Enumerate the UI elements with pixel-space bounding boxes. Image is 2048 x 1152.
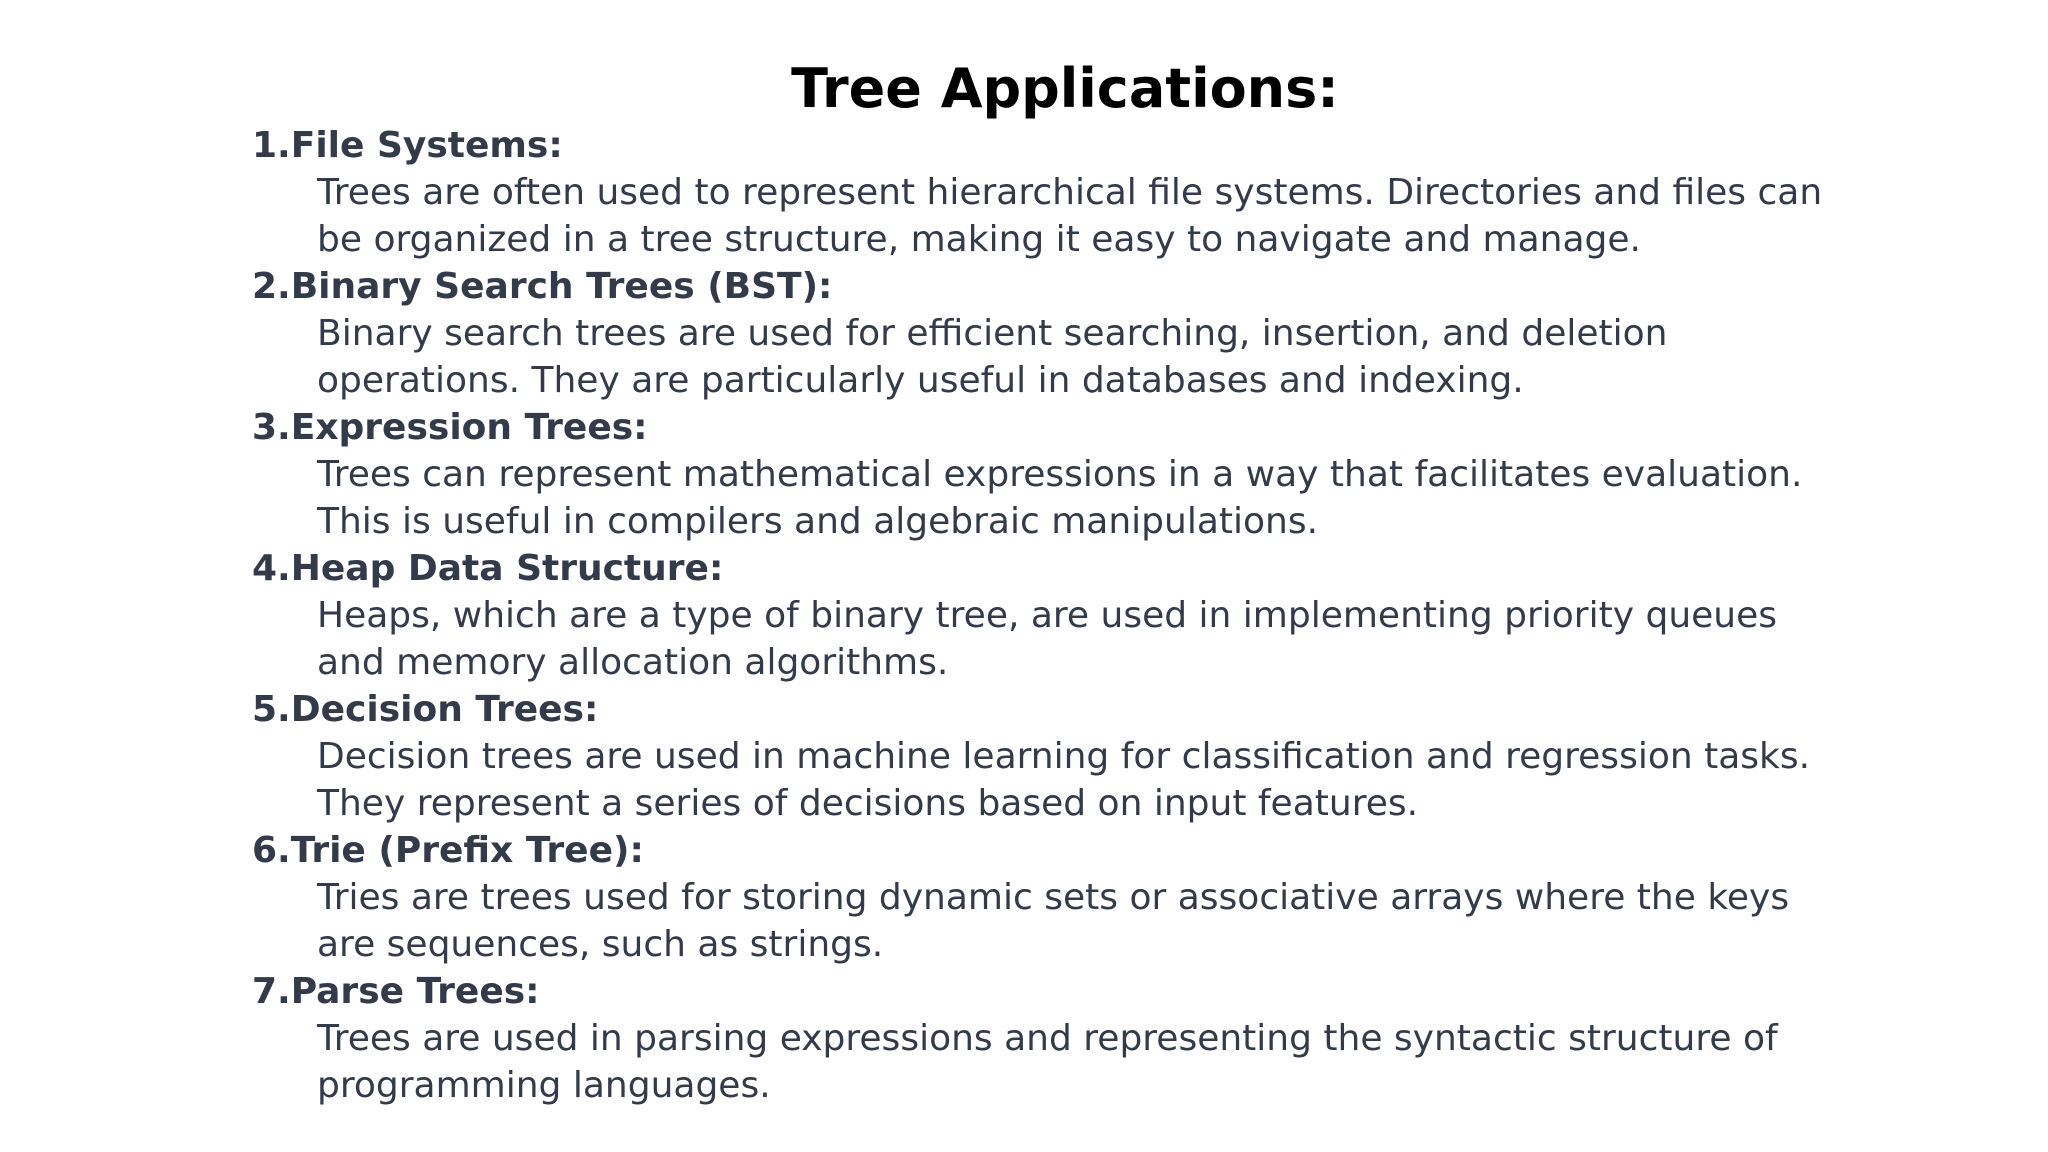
list-item-line: Trees can represent mathematical expressions in a way that facilitates evaluation. <box>317 454 1803 495</box>
list-item-body <box>252 1015 1892 1109</box>
list-item <box>252 263 1892 404</box>
list-item <box>252 827 1892 968</box>
list-item-heading: 7.Parse Trees: <box>252 971 540 1012</box>
list-item-heading: 5.Decision Trees: <box>252 689 599 730</box>
list-item-body <box>252 592 1892 686</box>
list-item-line: Heaps, which are a type of binary tree, are used in implementing priority queues <box>317 595 1778 636</box>
list-item-line: They represent a series of decisions based on input features. <box>317 783 1419 824</box>
list-item-line: be organized in a tree structure, making it easy to navigate and manage. <box>317 219 1641 260</box>
list-item-line: programming languages. <box>317 1065 771 1106</box>
list-item-heading: 2.Binary Search Trees (BST): <box>252 266 833 307</box>
list-item-line: Trees are often used to represent hierarchical file systems. Directories and files can <box>317 172 1823 213</box>
list-item-line: Trees are used in parsing expressions and representing the syntactic structure of <box>317 1018 1778 1059</box>
list-item-heading: 3.Expression Trees: <box>252 407 648 448</box>
list-item-body <box>252 169 1892 263</box>
list-item-line: are sequences, such as strings. <box>317 924 884 965</box>
list-item <box>252 545 1892 686</box>
list-item-body <box>252 733 1892 827</box>
list-item <box>252 122 1892 263</box>
list-item-body <box>252 310 1892 404</box>
list-item <box>252 686 1892 827</box>
list-item-heading: 1.File Systems: <box>252 125 563 166</box>
list-item <box>252 404 1892 545</box>
list-item-line: operations. They are particularly useful in databases and indexing. <box>317 360 1524 401</box>
list-item-heading: 6.Trie (Prefix Tree): <box>252 830 644 871</box>
list-item-body <box>252 451 1892 545</box>
list-item-line: Tries are trees used for storing dynamic sets or associative arrays where the keys <box>317 877 1790 918</box>
list-item-body <box>252 874 1892 968</box>
applications-list <box>252 122 1892 1109</box>
list-item-line: Binary search trees are used for efficient searching, insertion, and deletion <box>317 313 1668 354</box>
list-item <box>252 968 1892 1109</box>
list-item-line: Decision trees are used in machine learning for classification and regression tasks. <box>317 736 1811 777</box>
list-item-heading: 4.Heap Data Structure: <box>252 548 724 589</box>
list-item-line: This is useful in compilers and algebraic manipulations. <box>317 501 1319 542</box>
list-item-line: and memory allocation algorithms. <box>317 642 949 683</box>
slide-title: Tree Applications: <box>791 57 1339 120</box>
